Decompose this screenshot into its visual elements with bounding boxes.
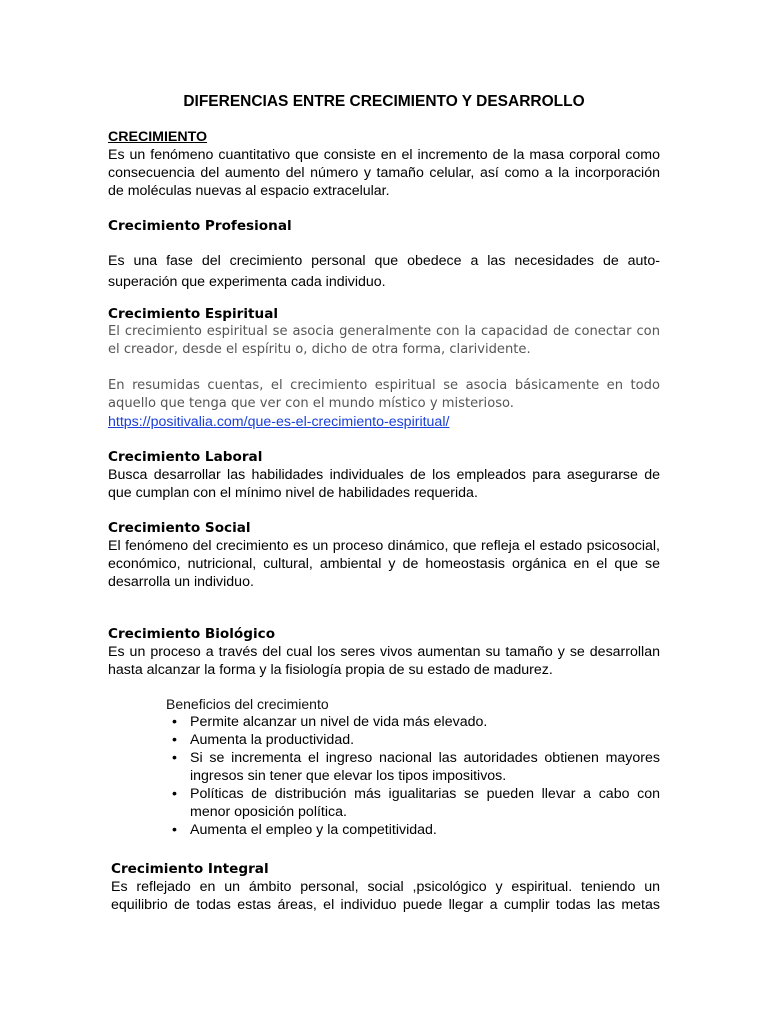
section-crecimiento [108, 128, 660, 200]
document-title: DIFERENCIAS ENTRE CRECIMIENTO Y DESARROLLO [183, 93, 585, 110]
section-profesional [108, 217, 660, 235]
heading-beneficios: Beneficios del crecimiento [166, 696, 329, 712]
beneficios-list-wrap [166, 713, 660, 839]
beneficios-list [166, 713, 660, 839]
text-profesional: Es una fase del crecimiento personal que obedece a las necesidades de auto-superación que experimenta cada individuo. [108, 253, 660, 290]
section-espiritual-2 [108, 377, 660, 431]
heading-crecimiento: CRECIMIENTO [108, 129, 208, 145]
text-integral: Es reflejado en un ámbito personal, social ,psicológico y espiritual. teniendo un equilibrio de todas estas áreas, el individuo puede llegar a cumplir todas las metas [111, 879, 660, 913]
section-social [108, 519, 660, 591]
list-item: • Políticas de distribución más igualitarias se pueden llevar a cabo con menor oposición política. [166, 785, 660, 821]
section-laboral [108, 448, 660, 502]
heading-biologico: Crecimiento Biológico [108, 626, 276, 642]
text-espiritual-2: En resumidas cuentas, el crecimiento espiritual se asocia básicamente en todo aquello que tenga que ver con el mundo místico y misterioso. [108, 378, 660, 411]
list-item: • Permite alcanzar un nivel de vida más elevado. [166, 713, 660, 731]
heading-laboral: Crecimiento Laboral [108, 449, 263, 465]
list-item: • Aumenta el empleo y la competitividad. [166, 821, 660, 839]
espiritual-source-link[interactable]: https://positivalia.com/que-es-el-crecimiento-espiritual/ [108, 414, 450, 430]
section-profesional-body [108, 251, 660, 293]
text-biologico: Es un proceso a través del cual los seres vivos aumentan su tamaño y se desarrollan hasta alcanzar la forma y la fisiología propia de su estado de madurez. [108, 644, 660, 678]
heading-espiritual: Crecimiento Espiritual [108, 306, 279, 322]
heading-social: Crecimiento Social [108, 520, 251, 536]
section-integral [111, 860, 660, 914]
heading-integral: Crecimiento Integral [111, 861, 269, 877]
heading-profesional: Crecimiento Profesional [108, 218, 292, 234]
section-beneficios [166, 695, 660, 713]
list-item: • Si se incrementa el ingreso nacional las autoridades obtienen mayores ingresos sin tener que elevar los tipos impositivos. [166, 749, 660, 785]
list-item: • Aumenta la productividad. [166, 731, 660, 749]
section-espiritual [108, 305, 660, 359]
text-crecimiento: Es un fenómeno cuantitativo que consiste en el incremento de la masa corporal como consecuencia del aumento del número y tamaño celular, así como a la incorporación de moléculas nuevas al espacio extracelular. [108, 147, 660, 199]
section-biologico [108, 625, 660, 679]
text-social: El fenómeno del crecimiento es un proceso dinámico, que refleja el estado psicosocial, económico, nutricional, cultural, ambiental y de homeostasis orgánica en el que se desarrolla un individuo. [108, 538, 660, 590]
text-espiritual-1: El crecimiento espiritual se asocia generalmente con la capacidad de conectar con el creador, desde el espíritu o, dicho de otra forma, clarividente. [108, 324, 660, 357]
text-laboral: Busca desarrollar las habilidades individuales de los empleados para asegurarse de que cumplan con el mínimo nivel de habilidades requerida. [108, 467, 660, 501]
